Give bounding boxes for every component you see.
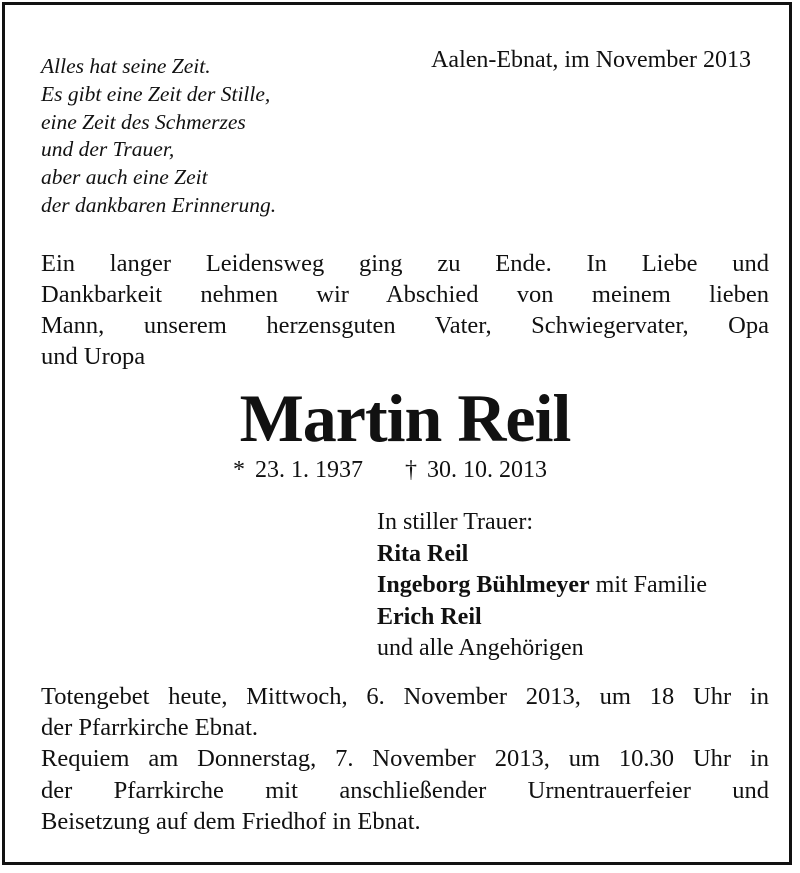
service-line: der Pfarrkirche mit anschließender Urnentrauerfeier und	[41, 776, 769, 804]
mourners-heading: In stiller Trauer:	[377, 509, 533, 535]
poem	[41, 53, 276, 220]
obituary-frame	[2, 2, 792, 865]
poem-line: aber auch eine Zeit	[41, 165, 208, 190]
service-line: Beisetzung auf dem Friedhof in Ebnat.	[41, 807, 421, 835]
poem-line: und der Trauer,	[41, 137, 175, 162]
mourner-name: Erich Reil	[377, 603, 482, 630]
death-date: 30. 10. 2013	[427, 457, 547, 483]
poem-line: Es gibt eine Zeit der Stille,	[41, 81, 271, 106]
poem-line: Alles hat seine Zeit.	[41, 54, 211, 78]
life-dates	[233, 457, 551, 484]
mourner	[377, 539, 707, 571]
service-line: Requiem am Donnerstag, 7. November 2013, um 10.30 Uhr in	[41, 745, 769, 773]
intro-line: und Uropa	[41, 343, 146, 370]
mourner	[377, 570, 707, 602]
mourners-block	[377, 507, 707, 665]
intro-line: Mann, unserem herzensguten Vater, Schwiegervater, Opa	[41, 312, 769, 339]
deceased-name: Martin Reil	[239, 380, 571, 456]
service-line: Totengebet heute, Mittwoch, 6. November 2013, um 18 Uhr in	[41, 683, 769, 710]
service-line: der Pfarrkirche Ebnat.	[41, 714, 258, 742]
mourner	[377, 602, 707, 634]
mourner-suffix: mit Familie	[589, 572, 707, 598]
intro-line: Dankbarkeit nehmen wir Abschied von meinem lieben	[41, 281, 769, 308]
intro-text	[41, 248, 769, 372]
intro-line: Ein langer Leidensweg ging zu Ende. In Liebe und	[41, 250, 769, 277]
place-date: Aalen-Ebnat, im November 2013	[431, 47, 751, 73]
mourner-name: Rita Reil	[377, 540, 469, 567]
poem-line: eine Zeit des Schmerzes	[41, 109, 246, 134]
service-details	[41, 681, 769, 837]
birth-date: 23. 1. 1937	[255, 457, 363, 483]
poem-line: der dankbaren Erinnerung.	[41, 192, 277, 217]
mourners-closing: und alle Angehörigen	[377, 635, 584, 661]
birth-symbol: *	[233, 457, 245, 483]
mourner-name: Ingeborg Bühlmeyer	[377, 572, 590, 598]
death-symbol: †	[405, 457, 417, 483]
